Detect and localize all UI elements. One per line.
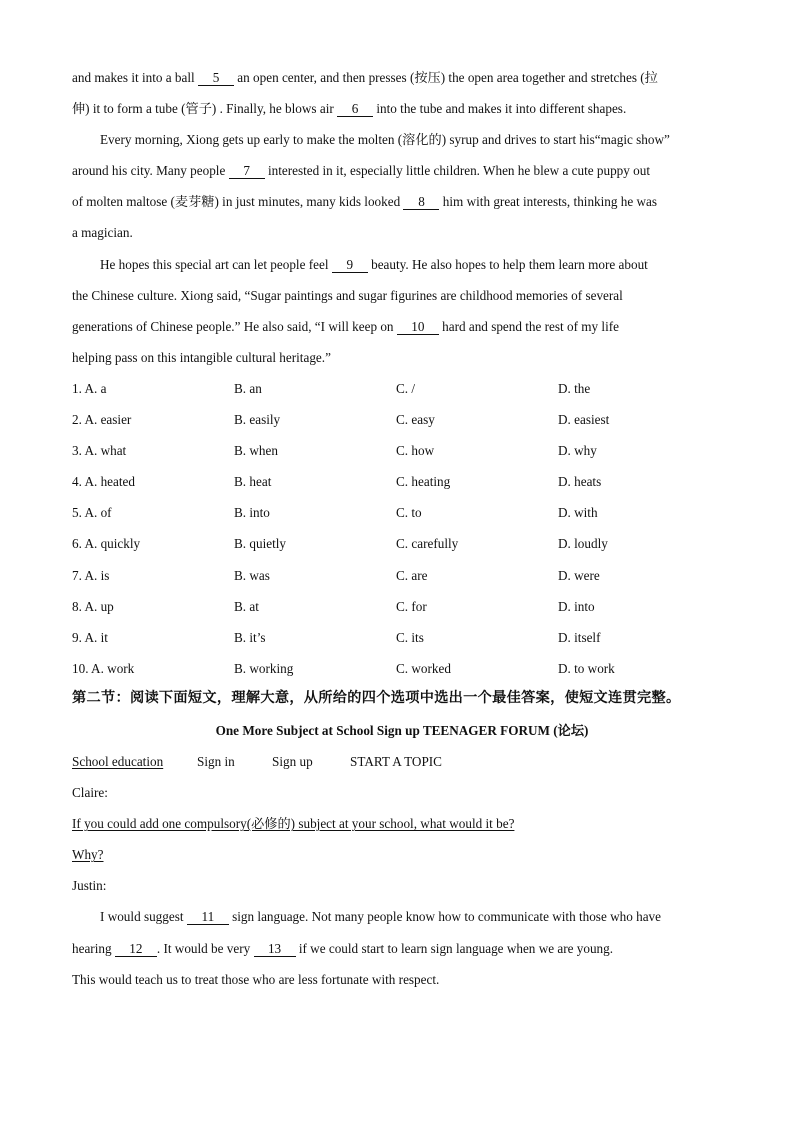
option-b[interactable]: B. working (234, 660, 294, 676)
justin-text: sign language. Not many people know how to communicate with those who have (228, 909, 661, 925)
claire-question: If you could add one compulsory(必修的) subject at your school, what would it be? (72, 816, 515, 832)
blank-11[interactable]: 11 (187, 909, 229, 925)
option-b[interactable]: B. when (234, 443, 278, 459)
option-a[interactable]: 5. A. of (72, 505, 112, 521)
option-b[interactable]: B. it’s (234, 629, 266, 645)
option-row (72, 622, 732, 653)
option-b[interactable]: B. was (234, 567, 270, 583)
section-heading: 第二节：阅读下面短文，理解大意，从所给的四个选项中选出一个最佳答案，使短文连贯完整。 (72, 689, 681, 706)
option-row (72, 497, 732, 528)
blank-10[interactable]: 10 (397, 319, 439, 335)
blank-5[interactable]: 5 (198, 70, 234, 86)
passage-text: hard and spend the rest of my life (438, 318, 620, 334)
option-a[interactable]: 8. A. up (72, 598, 114, 614)
option-a[interactable]: 3. A. what (72, 443, 127, 459)
document-page (72, 62, 732, 995)
claire-why: Why? (72, 847, 104, 863)
passage-line-5 (72, 186, 732, 217)
blank-9[interactable]: 9 (332, 257, 368, 273)
justin-text: . It would be very (156, 940, 254, 956)
forum-title: One More Subject at School Sign up TEENAGER FORUM (论坛) (215, 722, 589, 738)
nav-link-school-education[interactable]: School education (72, 753, 164, 769)
passage-line-2 (72, 93, 732, 124)
passage-text: around his city. Many people (72, 163, 229, 179)
option-d[interactable]: D. to work (558, 660, 615, 676)
option-a[interactable]: 1. A. a (72, 380, 107, 396)
passage-text: Every morning, Xiong gets up early to make the molten (溶化的) syrup and drives to start his“magic show” (100, 132, 670, 148)
option-c[interactable]: C. carefully (396, 536, 459, 552)
blank-12[interactable]: 12 (115, 941, 157, 957)
option-d[interactable]: D. loudly (558, 536, 608, 552)
nav-link-sign-up[interactable]: Sign up (272, 753, 313, 769)
option-c[interactable]: C. worked (396, 660, 451, 676)
option-a[interactable]: 6. A. quickly (72, 536, 141, 552)
option-a[interactable]: 7. A. is (72, 567, 110, 583)
option-b[interactable]: B. an (234, 380, 262, 396)
passage-line-9 (72, 311, 732, 342)
option-d[interactable]: D. into (558, 598, 595, 614)
passage-text: an open center, and then presses (按压) the open area together and stretches (拉 (233, 70, 658, 85)
option-a[interactable]: 10. A. work (72, 660, 135, 676)
option-c[interactable]: C. easy (396, 412, 435, 428)
justin-line-3: This would teach us to treat those who are less fortunate with respect. (72, 971, 440, 987)
option-d[interactable]: D. why (558, 443, 597, 459)
option-c[interactable]: C. how (396, 443, 435, 459)
option-c[interactable]: C. to (396, 505, 422, 521)
forum-nav (72, 746, 732, 777)
option-a[interactable]: 9. A. it (72, 629, 108, 645)
passage-text: He hopes this special art can let people feel (100, 256, 332, 272)
passage-line-1 (72, 62, 732, 93)
passage-text: helping pass on this intangible cultural heritage.” (72, 349, 331, 365)
option-row (72, 373, 732, 404)
justin-line-1 (72, 901, 732, 932)
option-row (72, 466, 732, 497)
option-c[interactable]: C. its (396, 629, 424, 645)
option-b[interactable]: B. heat (234, 474, 272, 490)
nav-link-start-topic[interactable]: START A TOPIC (350, 753, 442, 769)
option-d[interactable]: D. easiest (558, 412, 610, 428)
option-a[interactable]: 4. A. heated (72, 474, 135, 490)
passage-text: him with great interests, thinking he was (439, 194, 658, 210)
option-d[interactable]: D. heats (558, 474, 602, 490)
option-c[interactable]: C. for (396, 598, 427, 614)
option-row (72, 560, 732, 591)
passage-text: and makes it into a ball (72, 70, 198, 85)
justin-text: I would suggest (100, 909, 187, 925)
option-d[interactable]: D. were (558, 567, 600, 583)
blank-13[interactable]: 13 (254, 941, 296, 957)
option-row (72, 528, 732, 559)
passage-text: 伸) it to form a tube (管子) . Finally, he blows air (72, 101, 338, 117)
option-b[interactable]: B. easily (234, 412, 281, 428)
option-row (72, 591, 732, 622)
option-b[interactable]: B. at (234, 598, 259, 614)
passage-line-6 (72, 217, 732, 248)
passage-line-4 (72, 155, 732, 186)
passage-text: of molten maltose (麦芽糖) in just minutes, many kids looked (72, 194, 404, 210)
justin-text: hearing (72, 940, 115, 956)
nav-link-sign-in[interactable]: Sign in (197, 753, 235, 769)
option-c[interactable]: C. heating (396, 474, 451, 490)
passage-text: a magician. (72, 225, 133, 241)
option-row (72, 404, 732, 435)
option-a[interactable]: 2. A. easier (72, 412, 132, 428)
justin-text: if we could start to learn sign language when we are young. (295, 940, 614, 956)
blank-6[interactable]: 6 (337, 101, 373, 117)
passage-text: the Chinese culture. Xiong said, “Sugar paintings and sugar figurines are childhood memories of several (72, 287, 623, 303)
passage-line-10 (72, 342, 732, 373)
option-d[interactable]: D. the (558, 380, 591, 396)
justin-line-2 (72, 933, 732, 964)
option-d[interactable]: D. with (558, 505, 598, 521)
option-row (72, 435, 732, 466)
passage-text: generations of Chinese people.” He also said, “I will keep on (72, 318, 397, 334)
passage-line-7 (72, 249, 732, 280)
passage-line-3 (72, 124, 732, 155)
option-b[interactable]: B. into (234, 505, 270, 521)
poster-name-justin: Justin: (72, 878, 107, 894)
option-row (72, 653, 732, 684)
option-b[interactable]: B. quietly (234, 536, 287, 552)
option-c[interactable]: C. / (396, 380, 416, 396)
blank-7[interactable]: 7 (229, 163, 265, 179)
poster-name-claire: Claire: (72, 785, 108, 801)
passage-text: beauty. He also hopes to help them learn more about (367, 256, 648, 272)
passage-text: into the tube and makes it into different shapes. (373, 101, 627, 117)
options-list (72, 373, 732, 684)
blank-8[interactable]: 8 (403, 194, 439, 210)
option-d[interactable]: D. itself (558, 629, 601, 645)
passage-text: interested in it, especially little children. When he blew a cute puppy out (264, 163, 651, 179)
passage-line-8 (72, 280, 732, 311)
option-c[interactable]: C. are (396, 567, 428, 583)
